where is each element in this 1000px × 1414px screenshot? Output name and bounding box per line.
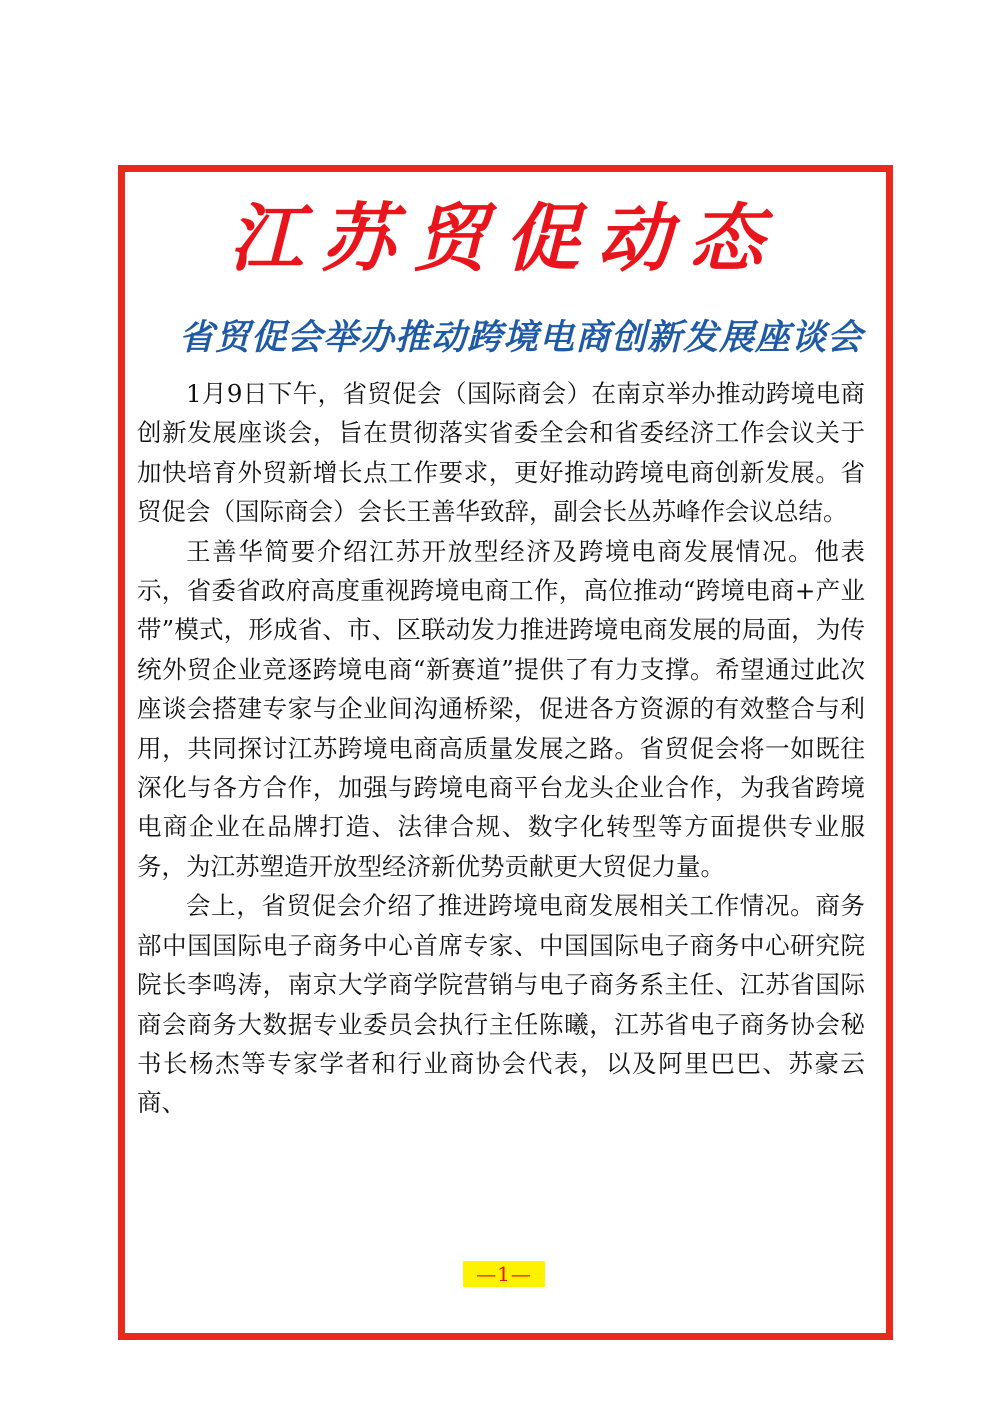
- article-headline: 省贸促会举办推动跨境电商创新发展座谈会: [178, 317, 863, 358]
- article-paragraph-1: 1月9日下午，省贸促会（国际商会）在南京举办推动跨境电商创新发展座谈会，旨在贯彻落实省委全会和省委经济工作会议关于加快培育外贸新增长点工作要求，更好推动跨境电商创新发展。省贸促会（国际商会）会长王善华致辞，副会长丛苏峰作会议总结。: [137, 379, 865, 527]
- article-paragraph-3: 会上，省贸促会介绍了推进跨境电商发展相关工作情况。商务部中国国际电子商务中心首席专家、中国国际电子商务中心研究院院长李鸣涛，南京大学商学院营销与电子商务系主任、江苏省国际商会商务大数据专业委员会执行主任陈曦，江苏省电子商务协会秘书长杨杰等专家学者和行业商协会代表，以及阿里巴巴、苏豪云商、: [137, 891, 865, 1118]
- page-number: —1—: [463, 1261, 545, 1287]
- masthead-title: 江苏贸促动态: [229, 196, 781, 282]
- article-paragraph-2: 王善华简要介绍江苏开放型经济及跨境电商发展情况。他表示，省委省政府高度重视跨境电商工作，高位推动“跨境电商+产业带”模式，形成省、市、区联动发力推进跨境电商发展的局面，为传统外贸企业竞逐跨境电商“新赛道”提供了有力支撑。希望通过此次座谈会搭建专家与企业间沟通桥梁，促进各方资源的有效整合与利用，共同探讨江苏跨境电商高质量发展之路。省贸促会将一如既往深化与各方合作，加强与跨境电商平台龙头企业合作，为我省跨境电商企业在品牌打造、法律合规、数字化转型等方面提供专业服务，为江苏塑造开放型经济新优势贡献更大贸促力量。: [137, 536, 865, 881]
- article-body: [137, 374, 865, 1123]
